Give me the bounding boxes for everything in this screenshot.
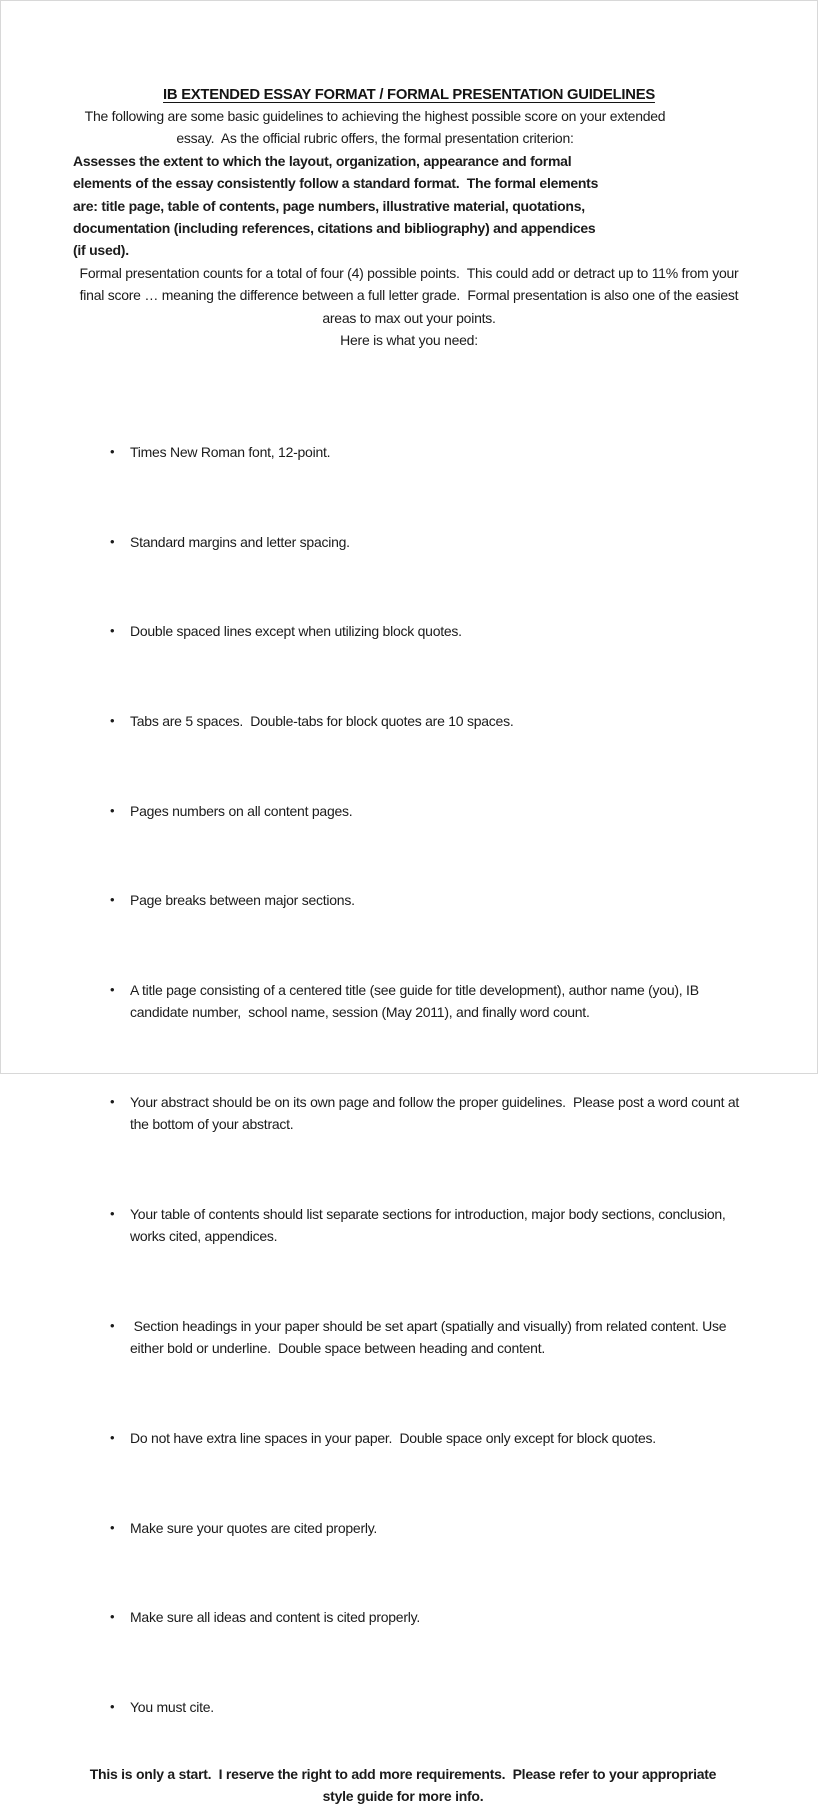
list-intro-line: Here is what you need: — [340, 332, 478, 349]
requirement-item: • Do not have extra line spaces in your paper. Double space only except for block quotes. — [73, 1427, 745, 1449]
intro-paragraph: The following are some basic guidelines to achieving the highest possible score on your extended essay. As the official rubric offers, the formal presentation criterion: — [84, 108, 669, 147]
page-title: IB EXTENDED ESSAY FORMAT / FORMAL PRESENTATION GUIDELINES — [163, 87, 655, 103]
requirement-item: • Standard margins and letter spacing. — [73, 531, 745, 553]
requirement-item: • Double spaced lines except when utilizing block quotes. — [73, 620, 745, 642]
requirement-item: • Pages numbers on all content pages. — [73, 800, 745, 822]
requirement-item: • You must cite. — [73, 1696, 745, 1718]
requirement-item: • Times New Roman font, 12-point. — [73, 441, 745, 463]
requirement-item: • Page breaks between major sections. — [73, 889, 745, 911]
points-paragraph: Formal presentation counts for a total of four (4) possible points. This could add or detract up to 11% from your final score … meaning the difference between a full letter grade. Formal presentation is also one of the easiest areas to max out your points. — [79, 264, 743, 326]
requirement-item: • Tabs are 5 spaces. Double-tabs for block quotes are 10 spaces. — [73, 710, 745, 732]
requirement-item: • Section headings in your paper should be set apart (spatially and visually) from related content. Use either bold or underline. Double space between heading and content. — [73, 1315, 745, 1360]
rubric-quote-paragraph: Assesses the extent to which the layout, organization, appearance and formal elements of the essay consistently follow a standard format. The formal elements are: title page, table of contents, page numbers, illustrative material, quotations, documentation (including references, citations and bibliography) and appendices (if used). — [73, 152, 602, 259]
requirement-item: • Make sure your quotes are cited properly. — [73, 1517, 745, 1539]
requirements-list — [73, 351, 745, 1763]
requirement-item: • Your abstract should be on its own page and follow the proper guidelines. Please post a word count at the bottom of your abstract. — [73, 1091, 745, 1136]
requirement-item: • A title page consisting of a centered title (see guide for title development), author name (you), IB candidate number, school name, session (May 2011), and finally word count. — [73, 979, 745, 1024]
closing-note: This is only a start. I reserve the right to add more requirements. Please refer to your appropriate style guide for more info. — [89, 1766, 720, 1805]
requirement-item: • Your table of contents should list separate sections for introduction, major body sections, conclusion, works cited, appendices. — [73, 1203, 745, 1248]
requirement-item: • Make sure all ideas and content is cited properly. — [73, 1606, 745, 1628]
